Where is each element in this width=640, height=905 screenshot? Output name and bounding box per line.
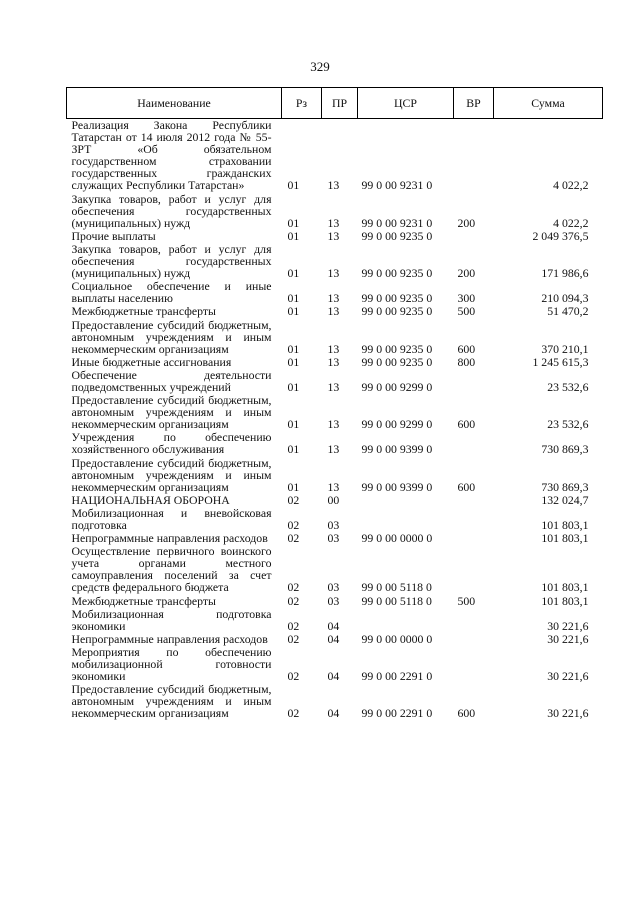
cell-csr: 99 0 00 5118 0 [361,593,432,608]
table-row [67,632,603,645]
cell-sum: 30 221,6 [547,631,589,646]
cell-sum: 2 049 376,5 [532,228,589,243]
cell-vr [454,229,494,242]
cell-csr: 99 0 00 9235 0 [361,341,433,356]
table-row [67,242,603,279]
cell-pr: 13 [327,442,340,457]
cell-vr [454,544,494,593]
header-name: Наименование [67,88,282,119]
cell-rz: 01 [287,442,300,457]
cell-pr: 13 [327,354,340,369]
cell-pr: 13 [327,417,340,432]
cell-sum: 171 986,6 [541,266,589,281]
cell-name: Межбюджетные трансферты [71,304,216,319]
cell-pr: 13 [327,228,340,243]
cell-vr [454,645,494,682]
cell-sum: 730 869,3 [541,442,589,457]
cell-rz: 02 [287,492,300,507]
cell-csr: 99 0 00 9235 0 [361,266,433,281]
cell-rz: 01 [287,304,300,319]
cell-sum: 101 803,1 [541,531,589,546]
cell-vr: 600 [457,706,476,721]
cell-csr: 99 0 00 9235 0 [361,291,433,306]
cell-vr [454,119,494,192]
cell-rz: 02 [287,531,300,546]
cell-csr: 99 0 00 9231 0 [361,215,433,230]
cell-name: Иные бюджетные ассигнования [71,354,232,369]
cell-name: Осуществление первичного воинского учета органами местного самоуправления поселений за счет средств федерального бюджета [71,544,272,595]
cell-csr: 99 0 00 9235 0 [361,228,433,243]
cell-csr: 99 0 00 9235 0 [361,304,433,319]
header-vr: ВР [454,88,494,119]
cell-rz: 01 [287,266,300,281]
table-row [67,645,603,682]
cell-vr [454,430,494,455]
cell-sum: 101 803,1 [541,580,589,595]
cell-rz: 02 [287,669,300,684]
table-row [67,456,603,493]
cell-sum: 23 532,6 [547,379,589,394]
cell-pr: 13 [327,291,340,306]
table-row [67,355,603,368]
table-row [67,192,603,229]
cell-name: Предоставление субсидий бюджетным, автономным учреждениям и иным некоммерческим организациям [71,682,272,721]
table-row [67,304,603,317]
cell-vr [454,493,494,506]
cell-rz: 01 [287,178,300,193]
table-row [67,229,603,242]
cell-name: Предоставление субсидий бюджетным, автономным учреждениям и иным некоммерческим организациям [71,317,272,356]
cell-pr: 03 [327,518,340,532]
cell-rz: 01 [287,341,300,356]
cell-csr [358,607,454,632]
cell-sum: 30 221,6 [547,706,589,721]
cell-csr: 99 0 00 9399 0 [361,479,433,494]
table-body [67,119,603,720]
cell-vr [454,368,494,393]
cell-vr: 300 [457,291,476,306]
cell-csr: 99 0 00 9299 0 [361,379,433,394]
cell-csr: 99 0 00 0000 0 [361,531,433,546]
cell-pr: 13 [327,215,340,230]
cell-vr: 500 [457,304,476,319]
cell-rz: 02 [287,518,300,532]
cell-name: Закупка товаров, работ и услуг для обеспечения государственных (муниципальных) нужд [71,241,272,281]
cell-name: НАЦИОНАЛЬНАЯ ОБОРОНА [71,492,230,507]
cell-pr: 13 [327,304,340,319]
cell-csr: 99 0 00 9399 0 [361,442,433,457]
cell-sum: 30 221,6 [547,618,589,633]
cell-sum: 30 221,6 [547,669,589,684]
cell-sum: 132 024,7 [541,492,589,507]
cell-rz: 01 [287,417,300,432]
cell-name: Учреждения по обеспечению хозяйственного обслуживания [71,430,272,457]
cell-pr: 04 [327,706,340,721]
cell-sum: 101 803,1 [541,593,589,608]
cell-rz: 02 [287,631,300,646]
cell-sum: 51 470,2 [547,304,589,319]
cell-vr: 200 [457,266,476,281]
budget-table [66,87,603,720]
cell-csr: 99 0 00 2291 0 [361,669,433,684]
table-row [67,393,603,430]
cell-rz: 02 [287,706,300,721]
header-rz: Рз [282,88,322,119]
cell-csr: 99 0 00 5118 0 [361,580,432,595]
cell-name: Реализация Закона Республики Татарстан от 14 июля 2012 года № 55-ЗРТ «Об обязательном государственном страховании государственных гражданских служащих Республики Татарстан» [71,118,272,193]
cell-name: Мобилизационная и вневойсковая подготовка [71,505,272,532]
header-pr: ПР [322,88,358,119]
cell-name: Мобилизационная подготовка экономики [71,606,272,633]
cell-pr: 04 [327,631,340,646]
cell-pr: 13 [327,178,340,193]
cell-pr: 00 [327,492,340,507]
cell-sum: 4 022,2 [553,215,589,230]
cell-vr: 500 [457,593,476,608]
header-sum: Сумма [494,88,603,119]
cell-pr: 13 [327,341,340,356]
cell-pr: 03 [327,531,340,546]
cell-rz: 01 [287,479,300,494]
table-row [67,682,603,719]
cell-name: Предоставление субсидий бюджетным, автономным учреждениям и иным некоммерческим организациям [71,393,272,432]
cell-csr: 99 0 00 2291 0 [361,706,433,721]
cell-csr: 99 0 00 9235 0 [361,354,433,369]
cell-vr [454,531,494,544]
cell-name: Межбюджетные трансферты [71,593,216,608]
table-row [67,607,603,632]
table-row [67,430,603,455]
cell-pr: 13 [327,379,340,394]
cell-rz: 02 [287,580,300,595]
table-header [67,88,603,119]
table-row [67,279,603,304]
cell-sum: 370 210,1 [541,341,589,356]
cell-pr: 04 [327,618,340,633]
header-csr: ЦСР [358,88,454,119]
cell-name: Предоставление субсидий бюджетным, автономным учреждениям и иным некоммерческим организациям [71,455,272,494]
cell-rz: 02 [287,593,300,608]
cell-rz: 01 [287,228,300,243]
cell-name: Социальное обеспечение и иные выплаты населению [71,279,272,306]
cell-pr: 13 [327,479,340,494]
cell-pr: 03 [327,580,340,595]
cell-vr [454,607,494,632]
cell-sum: 101 803,1 [541,518,589,532]
cell-vr: 600 [457,341,476,356]
cell-sum: 1 245 615,3 [532,354,589,369]
table-row [67,119,603,192]
cell-csr: 99 0 00 9299 0 [361,417,433,432]
table-row [67,506,603,531]
cell-sum: 210 094,3 [541,291,589,306]
cell-pr: 04 [327,669,340,684]
cell-name: Мероприятия по обеспечению мобилизационной готовности экономики [71,644,272,684]
cell-sum: 730 869,3 [541,479,589,494]
table-row [67,318,603,355]
cell-vr: 200 [457,215,476,230]
cell-name: Обеспечение деятельности подведомственных учреждений [71,367,272,394]
table-row [67,544,603,593]
cell-pr: 03 [327,593,340,608]
cell-rz: 01 [287,354,300,369]
cell-rz: 02 [287,618,300,633]
table-row [67,493,603,506]
table-row [67,531,603,544]
cell-csr: 99 0 00 0000 0 [361,631,433,646]
cell-name: Закупка товаров, работ и услуг для обеспечения государственных (муниципальных) нужд [71,191,272,230]
table-row [67,368,603,393]
cell-vr [454,506,494,531]
cell-csr [358,493,454,506]
cell-rz: 01 [287,379,300,394]
cell-name: Прочие выплаты [71,228,156,243]
page-number: 329 [310,59,330,74]
cell-vr: 800 [457,354,476,369]
cell-name: Непрограммные направления расходов [71,531,268,546]
cell-name: Непрограммные направления расходов [71,631,268,646]
cell-pr: 13 [327,266,340,281]
cell-vr [454,632,494,645]
cell-vr: 600 [457,479,476,494]
cell-csr: 99 0 00 9231 0 [361,178,433,193]
cell-rz: 01 [287,291,300,306]
cell-rz: 01 [287,215,300,230]
cell-sum: 4 022,2 [553,178,589,193]
cell-vr: 600 [457,417,476,432]
table-row [67,594,603,607]
cell-csr [358,506,454,531]
cell-sum: 23 532,6 [547,417,589,432]
